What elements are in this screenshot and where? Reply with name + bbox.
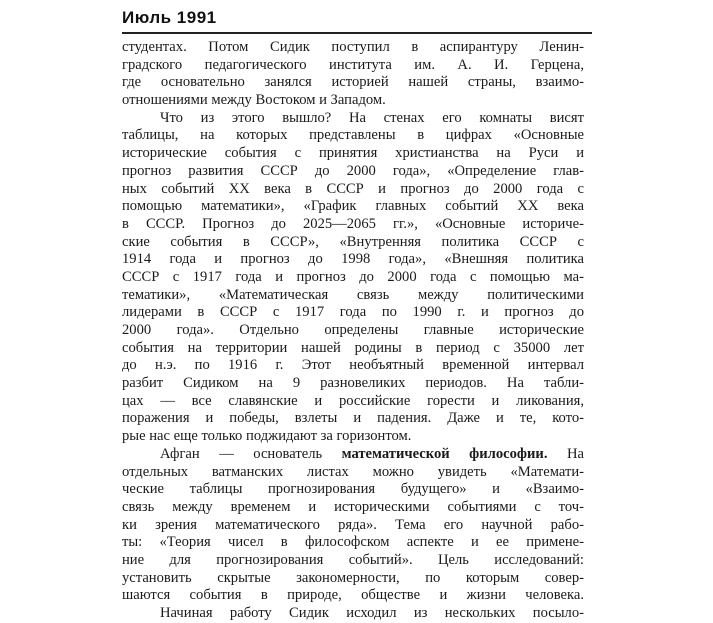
text-line: события на территории нашей родины в период с 35000 лет [122,339,584,356]
header-rule [122,32,592,34]
bold-term: математической философии. [341,445,548,462]
text-line: ных событий XX века в СССР и прогноз до 2000 года с [122,180,584,197]
text-line: поражения и победы, взлеты и падения. Даже и те, кото- [122,410,584,427]
text-line: 2000 года». Отдельно определены главные исторические [122,322,584,338]
text-line: разбит Сидиком на 9 разновеликих периодов. На табли- [122,375,584,392]
text-line: лидерами в СССР с 1917 года по 1990 г. и прогноз до [122,304,584,321]
text-line: шаются события в природе, обществе и жизни человека. [122,587,584,604]
text-line: Что из этого вышло? На стенах его комнаты висят [160,109,584,126]
text-line: где основательно занялся историей нашей страны, взаимо- [122,74,584,91]
text-line: ки зрения математического ряда». Тема его научной рабо- [122,516,584,533]
text-line: связь между временем и историческими событиями с точ- [122,498,584,515]
text-line: ские события в СССР», «Внутренняя политика СССР с [122,233,584,250]
text-line: ческие таблицы прогнозирования будущего» и «Взаимо- [122,481,584,498]
text-line-cut: Начиная работу Сидик исходил из нескольких посыло- [160,605,584,621]
article-text [122,39,584,621]
text-line: тематики», «Математическая связь между политическими [122,286,584,303]
issue-date-title: Июль 1991 [122,8,217,27]
text-line: цах — все славянские и российские горести и ликования, [122,392,584,409]
text-line: до н.э. по 1916 г. Этот необъятный временной интервал [122,357,584,374]
text-line: помощью математики», «График главных событий XX века [122,198,584,215]
text-line: отдельных ватманских листах можно увидеть «Математи- [122,463,584,480]
text-line: отношениями между Востоком и Западом. [122,92,386,109]
text-line: студентах. Потом Сидик поступил в аспирантуру Ленин- [122,39,584,55]
text-line: в СССР. Прогноз до 2025—2065 гг.», «Основные историче- [122,215,584,232]
text-line: ты: «Теория чисел в философском аспекте и ее примене- [122,534,584,551]
page-header [122,8,588,32]
text-span: Афган — основатель [160,445,342,462]
text-line: 1914 года и прогноз до 1998 года», «Внешняя политика [122,251,584,268]
text-line: рые нас еще только поджидают за горизонтом. [122,428,412,445]
text-line: установить скрытые закономерности, по которым совер- [122,569,584,586]
text-line-mixed [122,446,584,464]
text-line: градского педагогического института им. А. И. Герцена, [122,56,584,73]
text-span: На [547,445,584,462]
text-line: таблицы, на которых представлены в цифрах «Основные [122,127,584,144]
text-line: ние для прогнозирования событий». Цель исследований: [122,551,584,568]
text-line: прогноз развития СССР до 2000 года», «Определение глав- [122,162,584,179]
text-line: СССР с 1917 года и прогноз до 2000 года с помощью ма- [122,268,584,285]
text-line: исторические события с принятия христианства на Руси и [122,145,584,162]
